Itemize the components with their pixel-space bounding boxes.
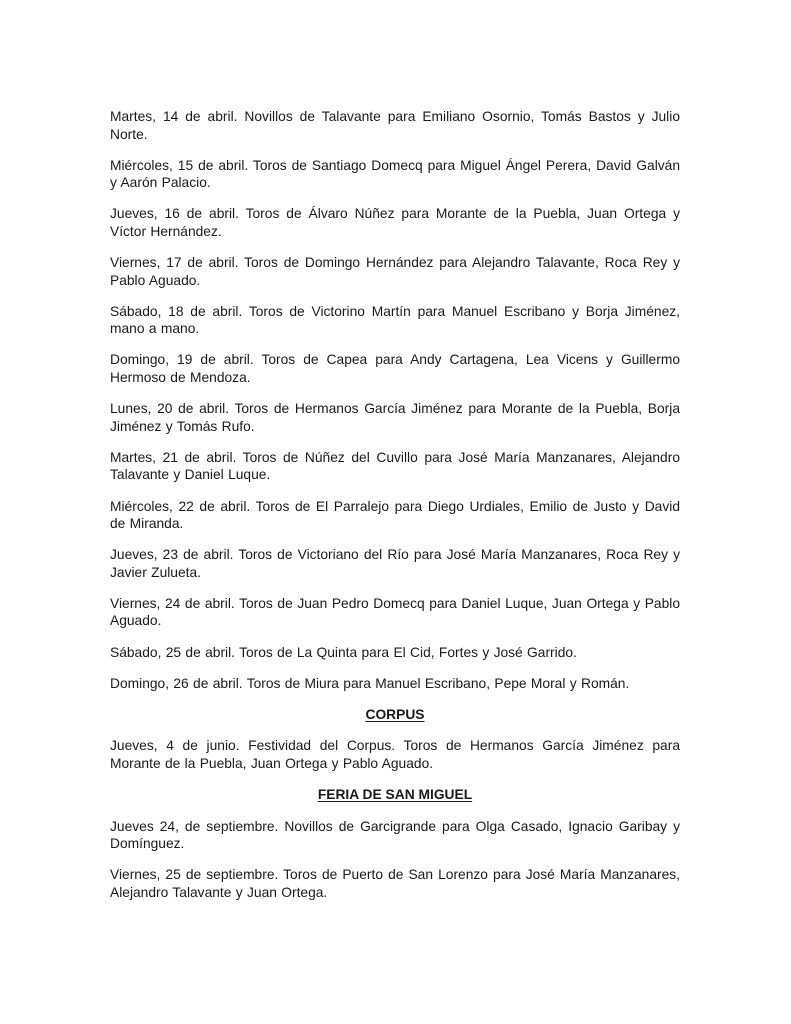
event-paragraph: Viernes, 24 de abril. Toros de Juan Pedro Domecq para Daniel Luque, Juan Ortega y Pablo Aguado. [110,595,680,629]
event-paragraph: Sábado, 25 de abril. Toros de La Quinta para El Cid, Fortes y José Garrido. [110,644,577,660]
section-heading-feria-san-miguel [110,786,680,804]
event-paragraph: Sábado, 18 de abril. Toros de Victorino Martín para Manuel Escribano y Borja Jiménez, mano a mano. [110,303,680,337]
section-heading-text: CORPUS [365,706,425,722]
event-paragraph: Viernes, 17 de abril. Toros de Domingo Hernández para Alejandro Talavante, Roca Rey y Pablo Aguado. [110,255,680,288]
event-paragraph: Jueves 24, de septiembre. Novillos de Garcigrande para Olga Casado, Ignacio Garibay y Domínguez. [110,818,680,852]
event-paragraph: Jueves, 23 de abril. Toros de Victoriano del Río para José María Manzanares, Roca Rey y Javier Zulueta. [110,547,680,580]
event-paragraph: Martes, 21 de abril. Toros de Núñez del Cuvillo para José María Manzanares, Alejandro Talavante y Daniel Luque. [110,449,680,483]
section-heading-text: FERIA DE SAN MIGUEL [317,787,473,803]
event-paragraph: Jueves, 16 de abril. Toros de Álvaro Núñez para Morante de la Puebla, Juan Ortega y Víctor Hernández. [110,206,680,239]
section-heading-corpus [110,706,680,724]
event-paragraph: Jueves, 4 de junio. Festividad del Corpus. Toros de Hermanos García Jiménez para Morante de la Puebla, Juan Ortega y Pablo Aguado. [110,738,680,771]
event-paragraph: Miércoles, 22 de abril. Toros de El Parralejo para Diego Urdiales, Emilio de Justo y David de Miranda. [110,498,680,532]
event-paragraph: Viernes, 25 de septiembre. Toros de Puerto de San Lorenzo para José María Manzanares, Alejandro Talavante y Juan Ortega. [110,867,680,900]
event-paragraph: Domingo, 19 de abril. Toros de Capea para Andy Cartagena, Lea Vicens y Guillermo Hermoso de Mendoza. [110,352,680,386]
event-paragraph: Domingo, 26 de abril. Toros de Miura para Manuel Escribano, Pepe Moral y Román. [110,675,630,691]
event-paragraph: Miércoles, 15 de abril. Toros de Santiago Domecq para Miguel Ángel Perera, David Galván y Aarón Palacio. [110,157,680,191]
event-paragraph: Lunes, 20 de abril. Toros de Hermanos García Jiménez para Morante de la Puebla, Borja Jiménez y Tomás Rufo. [110,401,680,434]
event-paragraph: Martes, 14 de abril. Novillos de Talavante para Emiliano Osornio, Tomás Bastos y Julio Norte. [110,109,680,142]
